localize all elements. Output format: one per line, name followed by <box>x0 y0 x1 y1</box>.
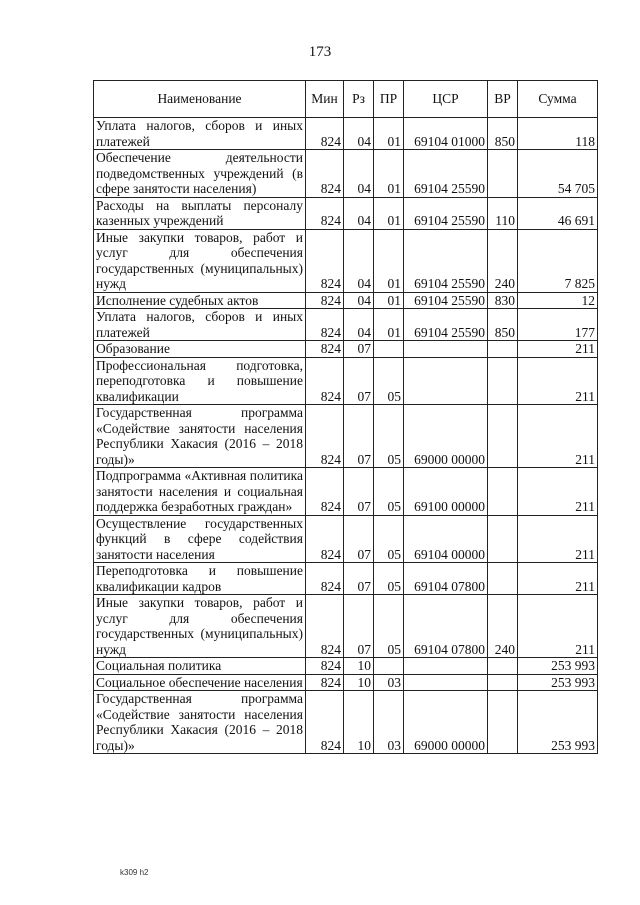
column-header-rz: Рз <box>344 81 374 118</box>
cell-vr <box>488 658 518 675</box>
cell-pr: 01 <box>374 118 404 150</box>
cell-name: Обеспечение деятельности подведомственных учреждений (в сфере занятости населения) <box>94 150 306 198</box>
cell-pr: 05 <box>374 468 404 516</box>
cell-vr: 850 <box>488 309 518 341</box>
cell-csr <box>404 674 488 691</box>
cell-min: 824 <box>306 563 344 595</box>
cell-vr <box>488 563 518 595</box>
cell-pr <box>374 341 404 358</box>
cell-min: 824 <box>306 309 344 341</box>
cell-csr <box>404 658 488 675</box>
column-header-pr: ПР <box>374 81 404 118</box>
cell-csr <box>404 341 488 358</box>
cell-name: Социальное обеспечение населения <box>94 674 306 691</box>
page-number: 173 <box>308 44 332 60</box>
cell-name: Уплата налогов, сборов и иных платежей <box>94 309 306 341</box>
cell-sum: 118 <box>518 118 598 150</box>
cell-name: Государственная программа «Содействие занятости населения Республики Хакасия (2016 – 2018 годы)» <box>94 405 306 468</box>
cell-rz: 07 <box>344 405 374 468</box>
cell-pr: 01 <box>374 197 404 229</box>
table-row <box>94 357 598 405</box>
cell-csr: 69000 00000 <box>404 405 488 468</box>
cell-rz: 04 <box>344 309 374 341</box>
cell-vr: 830 <box>488 292 518 309</box>
cell-vr <box>488 515 518 563</box>
cell-sum: 253 993 <box>518 658 598 675</box>
cell-vr <box>488 341 518 358</box>
table-row <box>94 515 598 563</box>
cell-min: 824 <box>306 118 344 150</box>
cell-rz: 04 <box>344 197 374 229</box>
cell-pr <box>374 658 404 675</box>
table-row <box>94 292 598 309</box>
cell-pr: 05 <box>374 515 404 563</box>
cell-min: 824 <box>306 515 344 563</box>
cell-rz: 04 <box>344 229 374 292</box>
cell-pr: 01 <box>374 229 404 292</box>
table-row <box>94 150 598 198</box>
column-header-min: Мин <box>306 81 344 118</box>
cell-min: 824 <box>306 691 344 754</box>
cell-csr: 69100 00000 <box>404 468 488 516</box>
cell-vr: 240 <box>488 229 518 292</box>
table-body <box>94 118 598 754</box>
cell-rz: 07 <box>344 341 374 358</box>
cell-pr: 05 <box>374 357 404 405</box>
cell-csr: 69104 25590 <box>404 197 488 229</box>
cell-rz: 07 <box>344 468 374 516</box>
cell-min: 824 <box>306 150 344 198</box>
cell-sum: 253 993 <box>518 674 598 691</box>
cell-sum: 211 <box>518 405 598 468</box>
table-row <box>94 563 598 595</box>
cell-sum: 211 <box>518 357 598 405</box>
column-header-sum: Сумма <box>518 81 598 118</box>
cell-name: Расходы на выплаты персоналу казенных учреждений <box>94 197 306 229</box>
cell-min: 824 <box>306 595 344 658</box>
cell-min: 824 <box>306 658 344 675</box>
table-header-row <box>94 81 598 118</box>
cell-min: 824 <box>306 229 344 292</box>
table-row <box>94 595 598 658</box>
cell-pr: 05 <box>374 595 404 658</box>
cell-name: Осуществление государственных функций в сфере содействия занятости населения <box>94 515 306 563</box>
column-header-name: Наименование <box>94 81 306 118</box>
cell-min: 824 <box>306 468 344 516</box>
cell-csr: 69104 25590 <box>404 229 488 292</box>
table-row <box>94 341 598 358</box>
cell-pr: 05 <box>374 405 404 468</box>
cell-name: Уплата налогов, сборов и иных платежей <box>94 118 306 150</box>
cell-sum: 177 <box>518 309 598 341</box>
cell-sum: 46 691 <box>518 197 598 229</box>
cell-min: 824 <box>306 292 344 309</box>
footer-code: k309 h2 <box>120 868 149 877</box>
cell-pr: 01 <box>374 292 404 309</box>
cell-sum: 54 705 <box>518 150 598 198</box>
cell-pr: 03 <box>374 691 404 754</box>
table-row <box>94 197 598 229</box>
cell-vr <box>488 468 518 516</box>
cell-vr: 850 <box>488 118 518 150</box>
cell-min: 824 <box>306 357 344 405</box>
table-row <box>94 405 598 468</box>
cell-rz: 10 <box>344 674 374 691</box>
cell-sum: 211 <box>518 515 598 563</box>
cell-name: Профессиональная подготовка, переподготовка и повышение квалификации <box>94 357 306 405</box>
cell-csr: 69104 25590 <box>404 150 488 198</box>
cell-rz: 07 <box>344 357 374 405</box>
table-row <box>94 309 598 341</box>
table-row <box>94 691 598 754</box>
cell-sum: 211 <box>518 563 598 595</box>
cell-sum: 7 825 <box>518 229 598 292</box>
cell-vr: 110 <box>488 197 518 229</box>
cell-name: Исполнение судебных актов <box>94 292 306 309</box>
cell-min: 824 <box>306 674 344 691</box>
cell-rz: 04 <box>344 292 374 309</box>
cell-sum: 211 <box>518 595 598 658</box>
cell-vr <box>488 691 518 754</box>
cell-rz: 07 <box>344 515 374 563</box>
cell-csr: 69104 07800 <box>404 563 488 595</box>
cell-vr <box>488 674 518 691</box>
cell-rz: 04 <box>344 118 374 150</box>
cell-rz: 04 <box>344 150 374 198</box>
budget-table <box>93 80 598 754</box>
cell-pr: 03 <box>374 674 404 691</box>
cell-vr <box>488 357 518 405</box>
column-header-csr: ЦСР <box>404 81 488 118</box>
cell-sum: 211 <box>518 341 598 358</box>
cell-name: Социальная политика <box>94 658 306 675</box>
cell-name: Государственная программа «Содействие занятости населения Республики Хакасия (2016 – 2018 годы)» <box>94 691 306 754</box>
table-row <box>94 229 598 292</box>
cell-rz: 10 <box>344 658 374 675</box>
table-row <box>94 658 598 675</box>
cell-csr: 69000 00000 <box>404 691 488 754</box>
cell-pr: 05 <box>374 563 404 595</box>
cell-csr: 69104 25590 <box>404 309 488 341</box>
cell-sum: 253 993 <box>518 691 598 754</box>
cell-name: Образование <box>94 341 306 358</box>
cell-name: Иные закупки товаров, работ и услуг для обеспечения государственных (муниципальных) нужд <box>94 229 306 292</box>
cell-vr <box>488 405 518 468</box>
cell-min: 824 <box>306 341 344 358</box>
cell-pr: 01 <box>374 309 404 341</box>
cell-csr: 69104 07800 <box>404 595 488 658</box>
table-row <box>94 118 598 150</box>
cell-vr <box>488 150 518 198</box>
cell-name: Иные закупки товаров, работ и услуг для обеспечения государственных (муниципальных) нужд <box>94 595 306 658</box>
column-header-vr: ВР <box>488 81 518 118</box>
cell-csr: 69104 25590 <box>404 292 488 309</box>
cell-min: 824 <box>306 405 344 468</box>
table-row <box>94 468 598 516</box>
cell-name: Подпрограмма «Активная политика занятости населения и социальная поддержка безработных граждан» <box>94 468 306 516</box>
cell-name: Переподготовка и повышение квалификации кадров <box>94 563 306 595</box>
cell-csr: 69104 00000 <box>404 515 488 563</box>
cell-sum: 12 <box>518 292 598 309</box>
cell-sum: 211 <box>518 468 598 516</box>
cell-rz: 10 <box>344 691 374 754</box>
cell-rz: 07 <box>344 595 374 658</box>
cell-rz: 07 <box>344 563 374 595</box>
table-row <box>94 674 598 691</box>
cell-pr: 01 <box>374 150 404 198</box>
cell-vr: 240 <box>488 595 518 658</box>
cell-csr: 69104 01000 <box>404 118 488 150</box>
cell-csr <box>404 357 488 405</box>
cell-min: 824 <box>306 197 344 229</box>
